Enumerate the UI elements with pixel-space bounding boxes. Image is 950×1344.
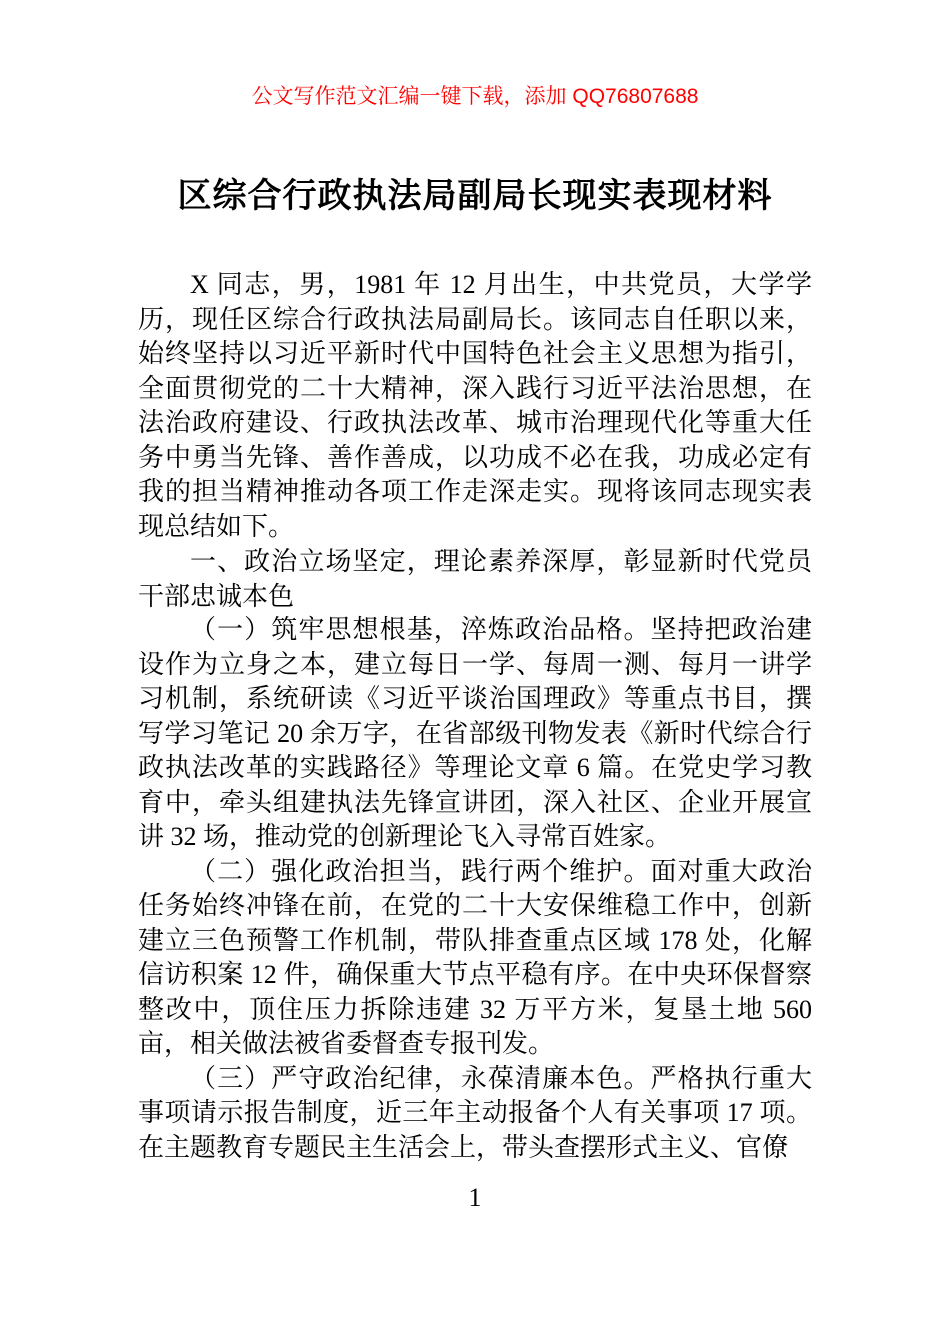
paragraph-subsection-3: （三）严守政治纪律，永葆清廉本色。严格执行重大事项请示报告制度，近三年主动报备个人有关事项 17 项。在主题教育专题民主生活会上，带头查摆形式主义、官僚 <box>138 1063 812 1162</box>
paragraph-intro: X 同志，男，1981 年 12 月出生，中共党员，大学学历，现任区综合行政执法局副局长。该同志自任职以来，始终坚持以习近平新时代中国特色社会主义思想为指引，全面贯彻党的二十大精神，深入践行习近平法治思想，在法治政府建设、行政执法改革、城市治理现代化等重大任务中勇当先锋、善作善成，以功成不必在我，功成必定有我的担当精神推动各项工作走深走实。现将该同志现实表现总结如下。 <box>138 270 812 541</box>
page-number: 1 <box>468 1183 482 1212</box>
document-body <box>138 268 812 1165</box>
section-heading-1: 一、政治立场坚定，理论素养深厚，彰显新时代党员干部忠诚本色 <box>138 546 812 611</box>
document-title: 区综合行政执法局副局长现实表现材料 <box>177 177 773 215</box>
paragraph-subsection-2: （二）强化政治担当，践行两个维护。面对重大政治任务始终冲锋在前，在党的二十大安保维稳工作中，创新建立三色预警工作机制，带队排查重点区域 178 处，化解信访积案 12 件，确保重大节点平稳有序。在中央环保督察整改中，顶住压力拆除违建 32 万平方米，复垦土地 560 亩，相关做法被省委督查专报刊发。 <box>138 856 812 1058</box>
paragraph-subsection-1: （一）筑牢思想根基，淬炼政治品格。坚持把政治建设作为立身之本，建立每日一学、每周一测、每月一讲学习机制，系统研读《习近平谈治国理政》等重点书目，撰写学习笔记 20 余万字，在省部级刊物发表《新时代综合行政执法改革的实践路径》等理论文章 6 篇。在党史学习教育中，牵头组建执法先锋宣讲团，深入社区、企业开展宣讲 32 场，推动党的创新理论飞入寻常百姓家。 <box>138 615 812 851</box>
header-promo-notice: 公文写作范文汇编一键下载，添加 QQ76807688 <box>251 85 699 108</box>
